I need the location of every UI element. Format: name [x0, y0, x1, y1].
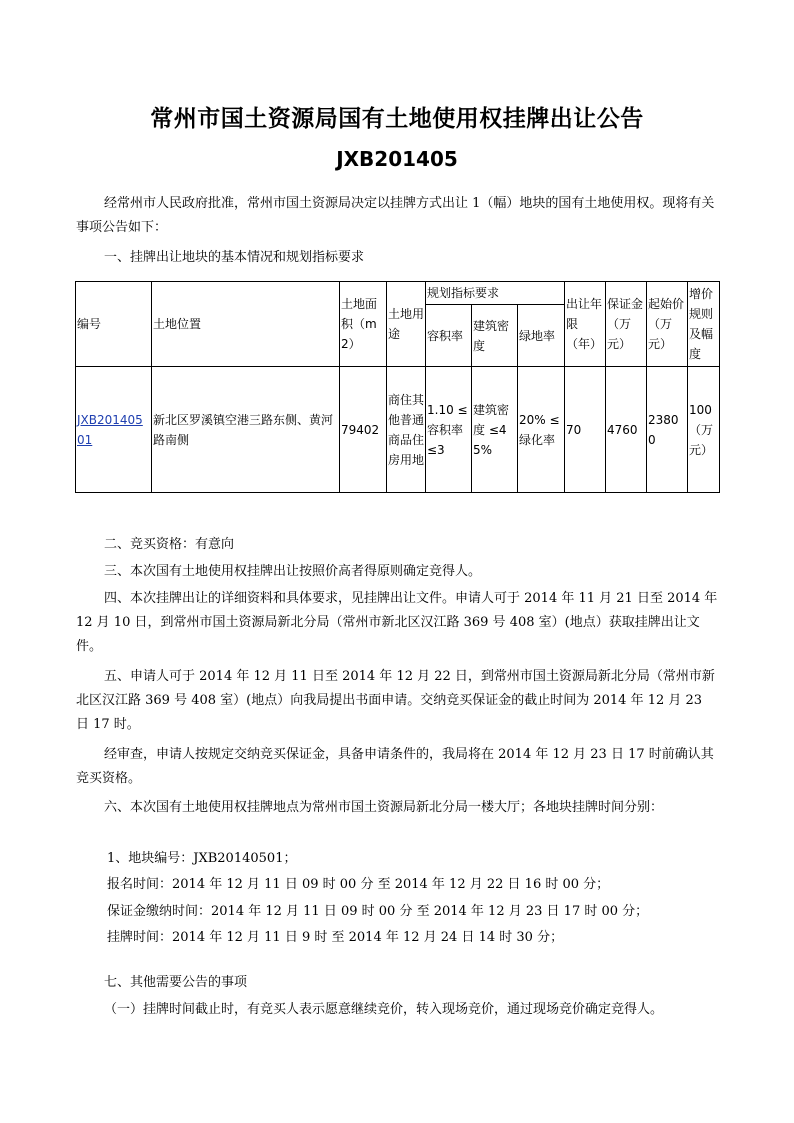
section-6: 六、本次国有土地使用权挂牌地点为常州市国土资源局新北分局一楼大厅；各地块挂牌时间分别： [104, 800, 664, 815]
listing-time: 挂牌时间：2014 年 12 月 11 日 9 时 至 2014 年 12 月 24 日 14 时 30 分； [107, 930, 564, 945]
header-increment: 增价规则及幅度 [688, 282, 720, 367]
section-4: 四、本次挂牌出让的详细资料和具体要求，见挂牌出让文件。申请人可于 2014 年 11 月 21 日至 2014 年 12 月 10 日，到常州市国土资源局新北分局（常州市新北区汉江路 369 号 408 室）(地点）获取挂牌出让文件。 [76, 591, 718, 654]
cell-green: 20% ≤绿化率 [518, 367, 565, 493]
intro-paragraph: 经常州市人民政府批准，常州市国土资源局决定以挂牌方式出让 1（幅）地块的国有土地使用权。现将有关事项公告如下： [76, 196, 715, 235]
section-7-item-1: （一）挂牌时间截止时，有竞买人表示愿意继续竞价，转入现场竞价，通过现场竞价确定竞得人。 [104, 1002, 664, 1017]
table-row [76, 367, 720, 493]
cell-location: 新北区罗溪镇空港三路东侧、黄河路南侧 [152, 367, 340, 493]
header-use: 土地用途 [387, 282, 426, 367]
page-title: 常州市国土资源局国有土地使用权挂牌出让公告 [150, 106, 644, 132]
section-5-review: 经审查，申请人按规定交纳竞买保证金，具备申请条件的，我局将在 2014 年 12 月 23 日 17 时前确认其竞买资格。 [76, 747, 714, 786]
cell-increment: 100（万元） [688, 367, 720, 493]
plot-number: 1、地块编号：JXB20140501； [107, 851, 297, 866]
section-1-heading: 一、挂牌出让地块的基本情况和规划指标要求 [104, 250, 365, 265]
section-5: 五、申请人可于 2014 年 12 月 11 日至 2014 年 12 月 22 日，到常州市国土资源局新北分局（常州市新北区汉江路 369 号 408 室）(地点）向我局提出书面申请。交纳竞买保证金的截止时间为 2014 年 12 月 23 日 17 时。 [76, 669, 715, 732]
section-2: 二、竞买资格：有意向 [104, 537, 235, 552]
cell-start-price: 23800 [647, 367, 688, 493]
header-density: 建筑密度 [472, 305, 518, 367]
land-parcel-table [75, 281, 720, 493]
cell-deposit: 4760 [606, 367, 647, 493]
announcement-code: JXB201405 [336, 147, 458, 171]
header-plan-group: 规划指标要求 [426, 282, 565, 305]
cell-term: 70 [565, 367, 606, 493]
header-area: 土地面积（m2） [340, 282, 387, 367]
header-deposit: 保证金（万元） [606, 282, 647, 367]
header-green: 绿地率 [518, 305, 565, 367]
cell-density: 建筑密度 ≤45% [472, 367, 518, 493]
deposit-time: 保证金缴纳时间：2014 年 12 月 11 日 09 时 00 分 至 2014 年 12 月 23 日 17 时 00 分； [107, 904, 649, 919]
header-id: 编号 [76, 282, 152, 367]
parcel-id-link[interactable]: JXB20140501 [77, 412, 143, 447]
cell-area: 79402 [340, 367, 387, 493]
signup-time: 报名时间：2014 年 12 月 11 日 09 时 00 分 至 2014 年 12 月 22 日 16 时 00 分； [107, 877, 610, 892]
section-3: 三、本次国有土地使用权挂牌出让按照价高者得原则确定竞得人。 [104, 564, 482, 579]
header-location: 土地位置 [152, 282, 340, 367]
cell-use: 商住其他普通商品住房用地 [387, 367, 426, 493]
header-far: 容积率 [426, 305, 472, 367]
header-start-price: 起始价（万元） [647, 282, 688, 367]
section-7: 七、其他需要公告的事项 [104, 975, 248, 990]
header-term: 出让年限（年） [565, 282, 606, 367]
cell-far: 1.10 ≤容积率≤3 [426, 367, 472, 493]
